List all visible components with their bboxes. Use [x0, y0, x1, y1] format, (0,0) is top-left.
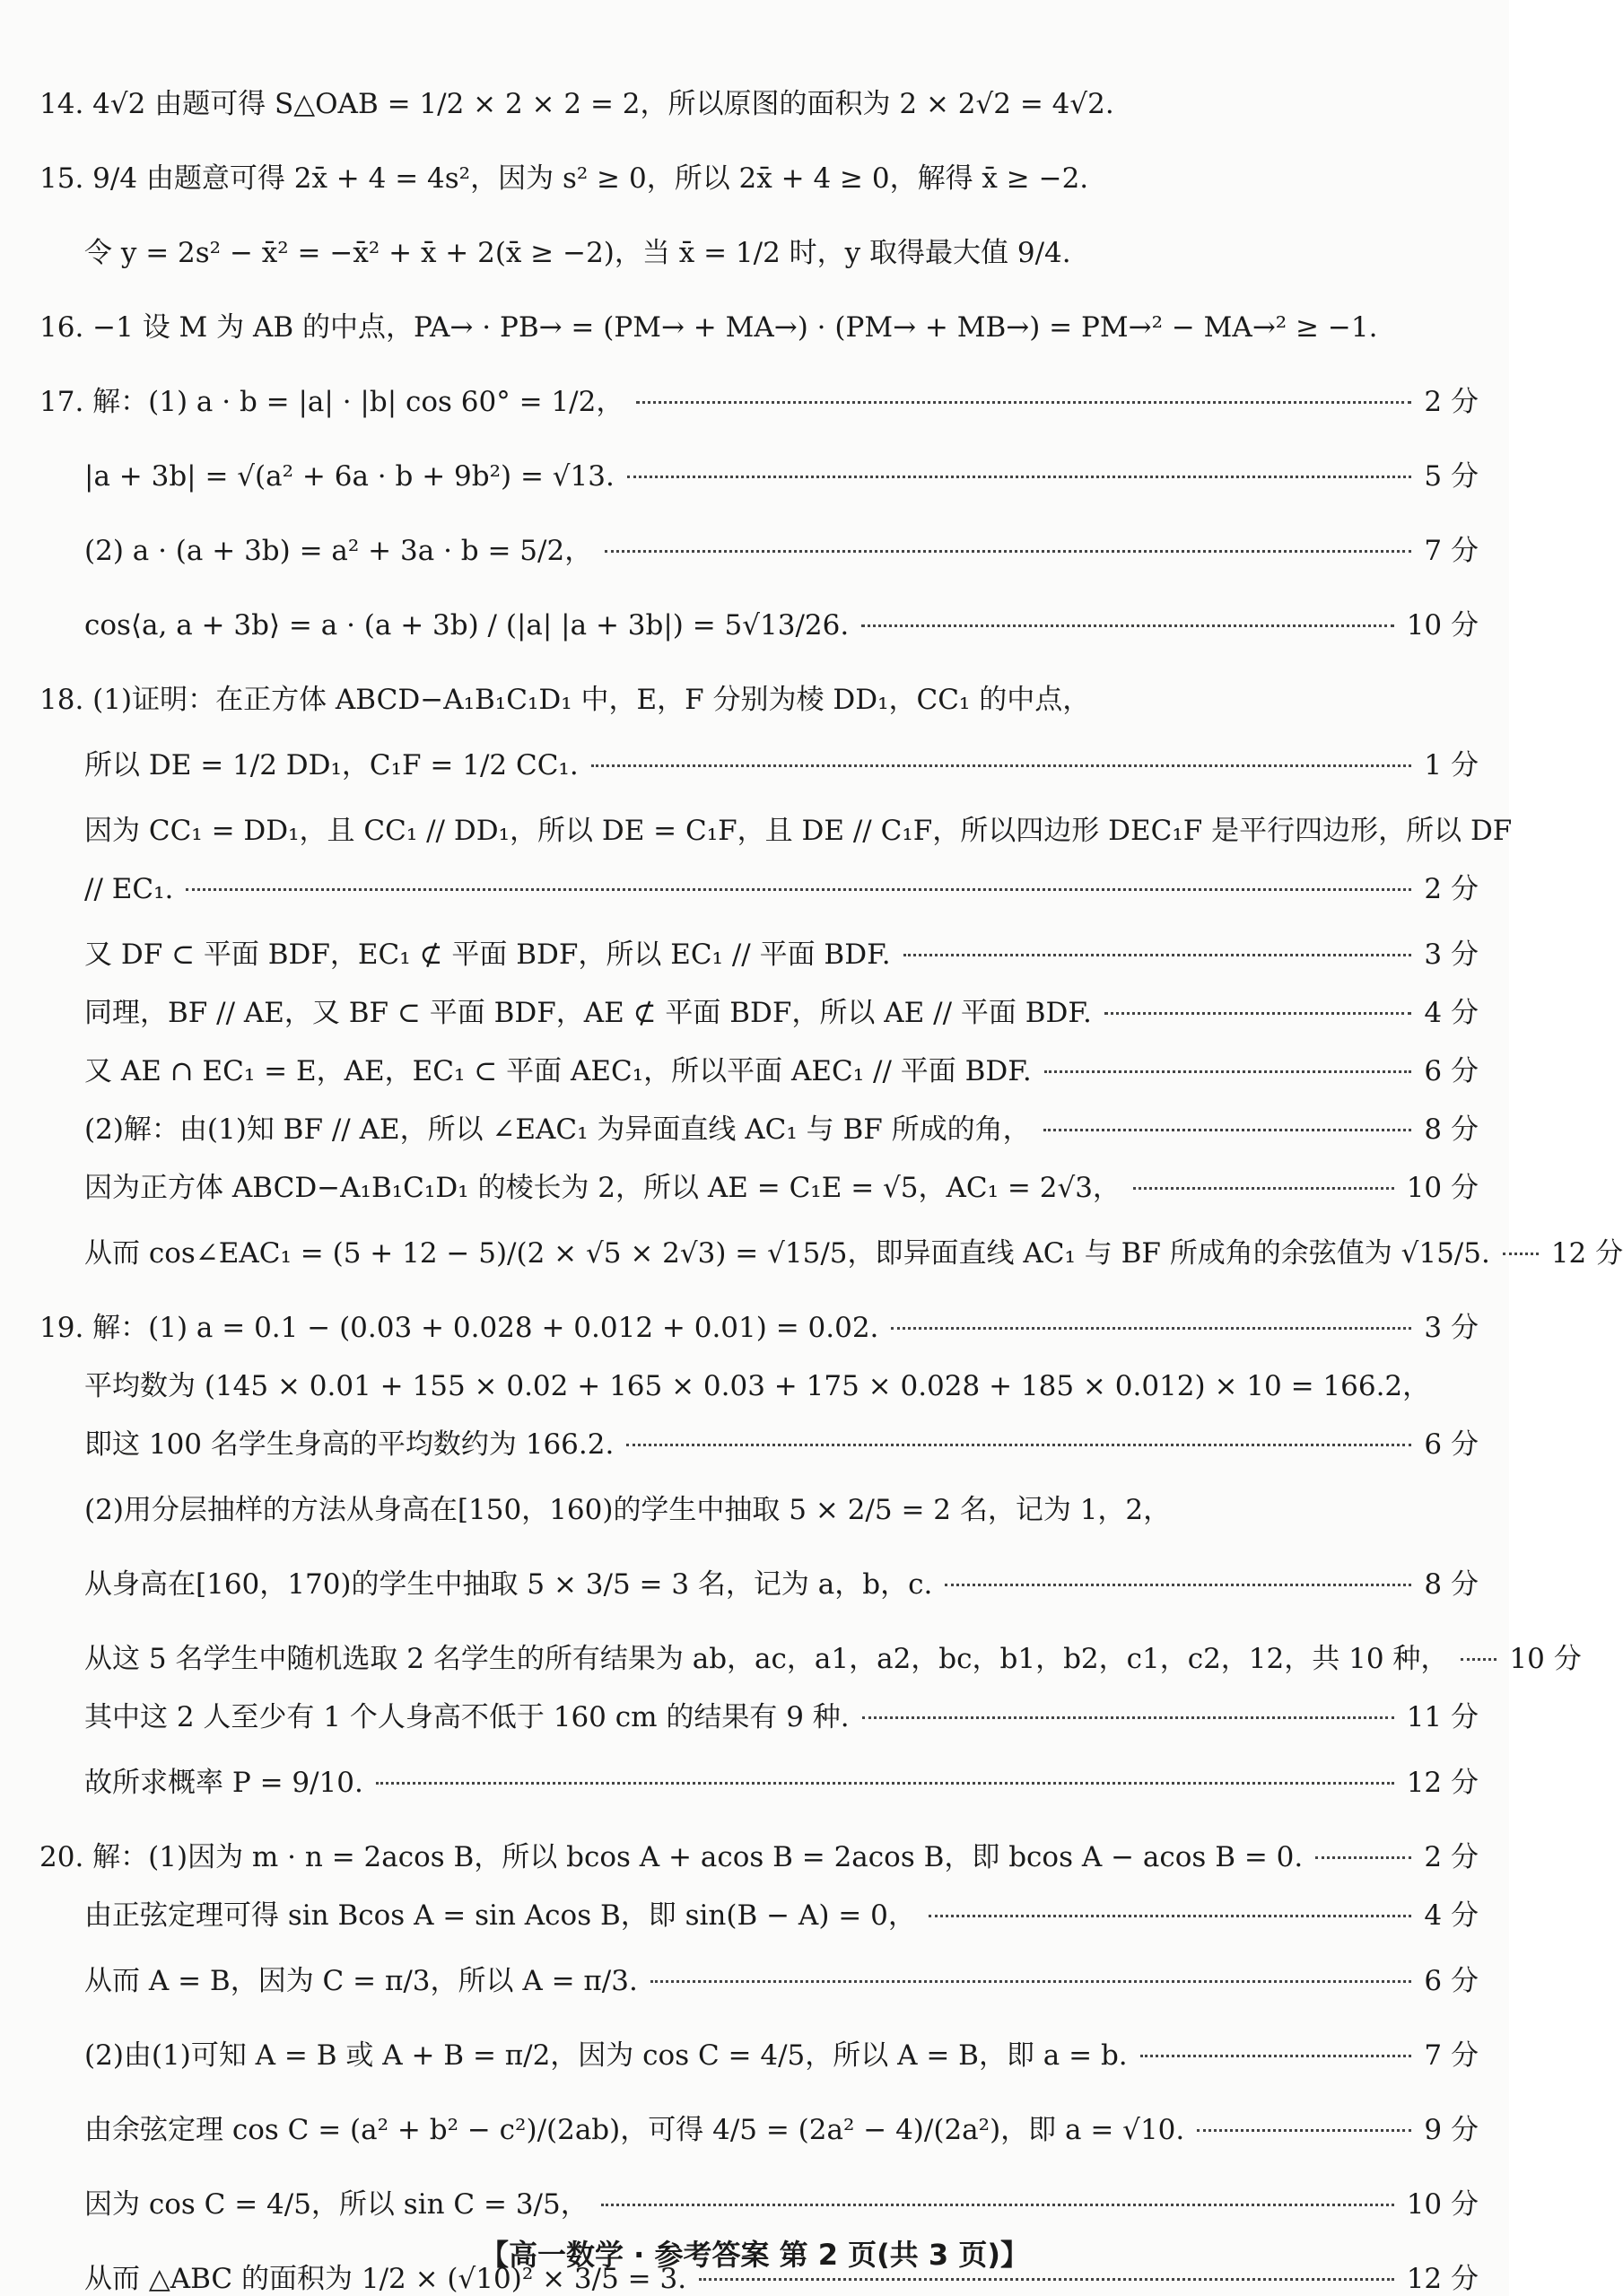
score-label: 4 分: [1424, 1899, 1479, 1932]
line-text: (2)解：由(1)知 BF // AE，所以 ∠EAC₁ 为异面直线 AC₁ 与 BF 所成的角，: [84, 1113, 1031, 1146]
answer-15-cont: [39, 230, 1479, 270]
score-label: 12 分: [1406, 1767, 1479, 1799]
score-label: 3 分: [1424, 938, 1479, 971]
answer-18: [39, 677, 1479, 717]
score-label: 5 分: [1424, 460, 1479, 493]
line-text: 从这 5 名学生中随机选取 2 名学生的所有结果为 ab，ac，a1，a2，bc，b1，b2，c1，c2，12，共 10 种，: [84, 1643, 1449, 1675]
score-label: 11 分: [1406, 1701, 1479, 1733]
line-text: 16. −1 设 M 为 AB 的中点，PA→ · PB→ = (PM→ + MA→) · (PM→ + MB→) = PM→² − MA→² ≥ −1.: [39, 311, 1378, 344]
line-text: 因为 CC₁ = DD₁，且 CC₁ // DD₁，所以 DE = C₁F，且 DE // C₁F，所以四边形 DEC₁F 是平行四边形，所以 DF: [84, 815, 1513, 847]
answer-19-step: [39, 1487, 1479, 1527]
line-text: |a + 3b| = √(a² + 6a · b + 9b²) = √13.: [84, 460, 615, 493]
answer-18-step: [39, 1165, 1479, 1205]
leader-dots: [1197, 2129, 1411, 2132]
leader-dots: [1140, 2055, 1412, 2057]
leader-dots: [650, 1980, 1412, 1983]
answer-18-step: [39, 1106, 1479, 1147]
line-text: 19. 解：(1) a = 0.1 − (0.03 + 0.028 + 0.012 + 0.01) = 0.02.: [39, 1312, 879, 1344]
answer-20-step: [39, 2181, 1479, 2222]
answer-20-step: [39, 1834, 1479, 1874]
line-text: 14. 4√2 由题可得 S△OAB = 1/2 × 2 × 2 = 2，所以原图的面积为 2 × 2√2 = 4√2.: [39, 88, 1114, 120]
leader-dots: [1043, 1129, 1412, 1131]
score-label: 12 分: [1406, 2263, 1479, 2295]
answer-17-step: [39, 379, 1479, 419]
line-text: 同理，BF // AE，又 BF ⊂ 平面 BDF，AE ⊄ 平面 BDF，所以 AE // 平面 BDF.: [84, 997, 1092, 1029]
line-text: 其中这 2 人至少有 1 个人身高不低于 160 cm 的结果有 9 种.: [84, 1701, 850, 1733]
answer-19-step: [39, 1305, 1479, 1345]
line-text: 因为 cos C = 4/5，所以 sin C = 3/5，: [84, 2188, 589, 2221]
line-text: 20. 解：(1)因为 m · n = 2acos B，所以 bcos A + acos B = 2acos B，即 bcos A − acos B = 0.: [39, 1841, 1304, 1873]
answer-17-step: [39, 453, 1479, 493]
answer-18-step: [39, 866, 1479, 906]
score-label: 4 分: [1424, 997, 1479, 1029]
answer-19-step: [39, 1421, 1479, 1462]
page-footer: 【高一数学 · 参考答案 第 2 页(共 3 页)】: [480, 2238, 1029, 2272]
score-label: 8 分: [1424, 1568, 1479, 1601]
leader-dots: [1133, 1187, 1394, 1190]
leader-dots: [1315, 1856, 1411, 1859]
line-text: 从身高在[160，170)的学生中抽取 5 × 3/5 = 3 名，记为 a，b，c.: [84, 1568, 933, 1601]
line-text: 又 DF ⊂ 平面 BDF，EC₁ ⊄ 平面 BDF，所以 EC₁ // 平面 BDF.: [84, 938, 891, 971]
score-label: 12 分: [1550, 1237, 1623, 1270]
score-label: 6 分: [1424, 1428, 1479, 1461]
leader-dots: [626, 1444, 1411, 1446]
leader-dots: [605, 550, 1411, 553]
score-label: 7 分: [1424, 535, 1479, 567]
line-text: (2)由(1)可知 A = B 或 A + B = π/2，因为 cos C = 4/5，所以 A = B，即 a = b.: [84, 2039, 1128, 2072]
line-text: 17. 解：(1) a · b = |a| · |b| cos 60° = 1/2，: [39, 386, 624, 418]
answer-20-step: [39, 1892, 1479, 1933]
line-text: 从而 A = B，因为 C = π/3，所以 A = π/3.: [84, 1965, 638, 1997]
answer-18-step: [39, 990, 1479, 1030]
leader-dots: [929, 1915, 1412, 1917]
leader-dots: [601, 2204, 1394, 2206]
line-text: 平均数为 (145 × 0.01 + 155 × 0.02 + 165 × 0.03 + 175 × 0.028 + 185 × 0.012) × 10 = 166.2，: [84, 1370, 1431, 1402]
answer-20-step: [39, 1958, 1479, 1998]
line-text: 因为正方体 ABCD−A₁B₁C₁D₁ 的棱长为 2，所以 AE = C₁E = √5，AC₁ = 2√3，: [84, 1172, 1121, 1204]
line-text: 15. 9/4 由题意可得 2x̄ + 4 = 4s²，因为 s² ≥ 0，所以 2x̄ + 4 ≥ 0，解得 x̄ ≥ −2.: [39, 162, 1089, 195]
score-label: 6 分: [1424, 1055, 1479, 1087]
answer-17-step: [39, 602, 1479, 642]
line-text: 令 y = 2s² − x̄² = −x̄² + x̄ + 2(x̄ ≥ −2)，当 x̄ = 1/2 时，y 取得最大值 9/4.: [84, 237, 1071, 269]
leader-dots: [1104, 1012, 1412, 1015]
line-text: 从而 △ABC 的面积为 1/2 × (√10)² × 3/5 = 3.: [84, 2263, 687, 2295]
leader-dots: [862, 1716, 1394, 1719]
answer-19-step: [39, 1561, 1479, 1602]
leader-dots: [636, 401, 1411, 404]
answer-15: [39, 155, 1479, 196]
leader-dots: [945, 1584, 1411, 1586]
leader-dots: [591, 764, 1412, 767]
answer-18-step: [39, 808, 1513, 848]
line-text: 由正弦定理可得 sin Bcos A = sin Acos B，即 sin(B − A) = 0，: [84, 1899, 916, 1932]
score-label: 2 分: [1424, 1841, 1479, 1873]
line-text: 18. (1)证明：在正方体 ABCD−A₁B₁C₁D₁ 中，E，F 分别为棱 DD₁，CC₁ 的中点，: [39, 684, 1091, 716]
leader-dots: [1044, 1070, 1412, 1073]
line-text: 故所求概率 P = 9/10.: [84, 1767, 363, 1799]
score-label: 3 分: [1424, 1312, 1479, 1344]
answer-19-step: [39, 1636, 1582, 1676]
line-text: cos⟨a, a + 3b⟩ = a · (a + 3b) / (|a| |a + 3b|) = 5√13/26.: [84, 609, 850, 642]
line-text: 从而 cos∠EAC₁ = (5 + 12 − 5)/(2 × √5 × 2√3) = √15/5，即异面直线 AC₁ 与 BF 所成角的余弦值为 √15/5.: [84, 1237, 1490, 1270]
score-label: 9 分: [1424, 2114, 1479, 2146]
score-label: 7 分: [1424, 2039, 1479, 2072]
score-label: 8 分: [1424, 1113, 1479, 1146]
answer-18-step: [39, 742, 1479, 782]
line-text: // EC₁.: [84, 873, 174, 905]
score-label: 10 分: [1406, 2188, 1479, 2221]
line-text: (2)用分层抽样的方法从身高在[150，160)的学生中抽取 5 × 2/5 = 2 名，记为 1，2，: [84, 1494, 1172, 1526]
score-label: 2 分: [1424, 386, 1479, 418]
answer-16: [39, 304, 1479, 345]
leader-dots: [699, 2278, 1394, 2281]
line-text: 又 AE ∩ EC₁ = E，AE，EC₁ ⊂ 平面 AEC₁，所以平面 AEC₁ // 平面 BDF.: [84, 1055, 1032, 1087]
answer-18-step: [39, 1048, 1479, 1088]
leader-dots: [891, 1327, 1411, 1330]
leader-dots: [376, 1782, 1394, 1785]
score-label: 10 分: [1509, 1643, 1582, 1675]
line-text: 所以 DE = 1/2 DD₁，C₁F = 1/2 CC₁.: [84, 749, 579, 781]
leader-dots: [186, 888, 1411, 891]
answer-14: [39, 81, 1479, 121]
answer-19-step: [39, 1694, 1479, 1734]
leader-dots: [1461, 1658, 1496, 1661]
answer-20-step: [39, 2107, 1479, 2147]
answer-19-step: [39, 1363, 1479, 1403]
answer-20-step: [39, 2032, 1479, 2073]
answer-18-step: [39, 1230, 1623, 1270]
line-text: (2) a · (a + 3b) = a² + 3a · b = 5/2，: [84, 535, 593, 567]
leader-dots: [903, 954, 1412, 956]
score-label: 1 分: [1424, 749, 1479, 781]
leader-dots: [861, 624, 1393, 627]
score-label: 10 分: [1406, 1172, 1479, 1204]
score-label: 6 分: [1424, 1965, 1479, 1997]
answer-19-step: [39, 1759, 1479, 1800]
line-text: 由余弦定理 cos C = (a² + b² − c²)/(2ab)，可得 4/5 = (2a² − 4)/(2a²)，即 a = √10.: [84, 2114, 1185, 2146]
line-text: 即这 100 名学生身高的平均数约为 166.2.: [84, 1428, 615, 1461]
answer-17-step: [39, 528, 1479, 568]
leader-dots: [1503, 1253, 1539, 1255]
answer-18-step: [39, 931, 1479, 972]
leader-dots: [627, 476, 1412, 478]
score-label: 2 分: [1424, 873, 1479, 905]
score-label: 10 分: [1406, 609, 1479, 642]
